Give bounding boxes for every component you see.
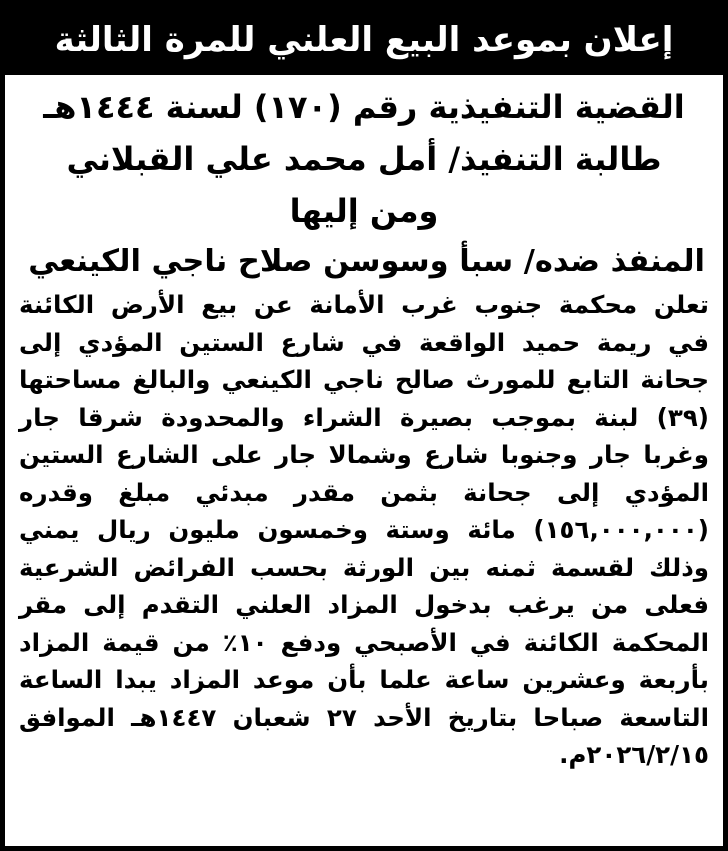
body-line-10: المحكمة الكائنة في الأصبحي ودفع ١٠٪ من قيمة المزاد bbox=[19, 627, 709, 657]
body-line-1: تعلن محكمة جنوب غرب الأمانة عن بيع الأرض الكائنة bbox=[19, 290, 709, 319]
and-others-line: ومن إليها bbox=[289, 192, 439, 230]
body-line-8: وذلك لقسمة ثمنه بين الورثة بحسب الفرائض الشرعية bbox=[19, 552, 709, 582]
executed-against-line: المنفذ ضده/ سبأ وسوسن صلاح ناجي الكينعي bbox=[28, 244, 705, 279]
notice-title: إعلان بموعد البيع العلني للمرة الثالثة bbox=[54, 20, 674, 60]
requester-line: طالبة التنفيذ/ أمل محمد علي القبلاني bbox=[66, 140, 662, 178]
body-line-9: فعلى من يرغب بدخول المزاد العلني التقدم إلى مقر bbox=[19, 590, 709, 619]
body-line-13: ٢٠٢٦/٢/١٥م. bbox=[559, 740, 709, 769]
body-line-12: التاسعة صباحا بتاريخ الأحد ٢٧ شعبان ١٤٤٧هـ الموافق bbox=[19, 702, 709, 732]
body-line-11: بأربعة وعشرين ساعة علما بأن موعد المزاد يبدا الساعة bbox=[19, 665, 709, 694]
case-heading bbox=[25, 81, 703, 237]
body-line-6: المؤدي إلى جحانة بثمن مقدر مبدئي مبلغ وقدره bbox=[19, 477, 709, 507]
body-line-4: (٣٩) لبنة بموجب بصيرة الشراء والمحدودة شرقا جار bbox=[19, 402, 709, 432]
body-line-3: جحانة التابع للمورث صالح ناجي الكينعي والبالغ مساحتها bbox=[19, 365, 709, 394]
body-line-7: (١٥٦,٠٠٠,٠٠٠) مائة وستة وخمسون مليون ريال يمني bbox=[19, 515, 709, 544]
case-number-line: القضية التنفيذية رقم (١٧٠) لسنة ١٤٤٤هـ bbox=[43, 88, 685, 126]
body-line-5: وغربا جار وجنوبا شارع وشمالا جار على الشارع الستين bbox=[19, 440, 709, 469]
notice-body bbox=[19, 286, 709, 774]
notice-title-banner bbox=[5, 5, 723, 75]
body-line-2: في ريمة حميد الواقعة في شارع الستين المؤدي إلى bbox=[19, 327, 709, 357]
